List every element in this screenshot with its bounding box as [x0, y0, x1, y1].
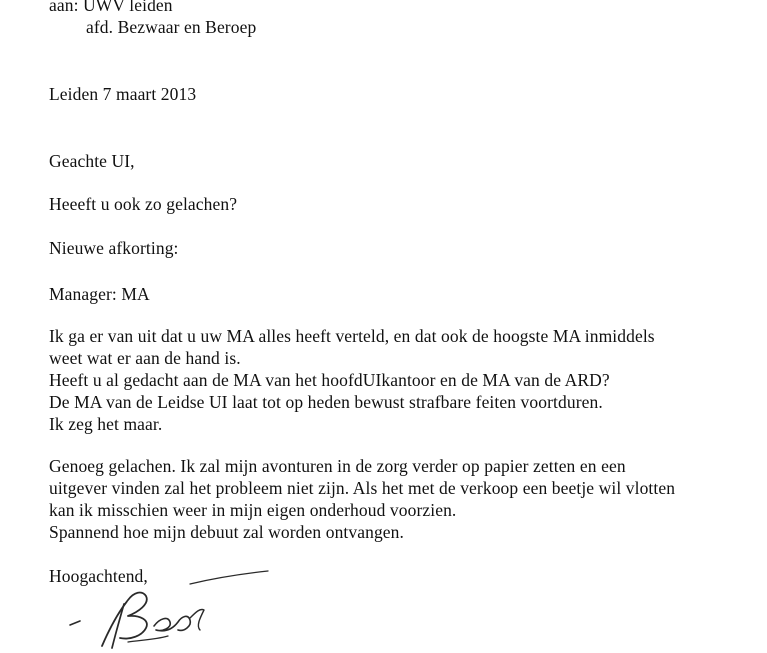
new-abbreviation-line: Nieuwe afkorting: [49, 238, 179, 258]
paragraph-1-line: De MA van de Leidse UI laat tot op heden bewust strafbare feiten voortduren. [49, 392, 603, 412]
paragraph-2-line: Genoeg gelachen. Ik zal mijn avonturen in de zorg verder op papier zetten en een [49, 456, 626, 476]
question-line: Heeeft u ook zo gelachen? [49, 194, 238, 214]
place-date: Leiden 7 maart 2013 [49, 84, 197, 104]
paragraph-2-line: kan ik misschien weer in mijn eigen onderhoud voorzien. [49, 500, 457, 520]
salutation: Geachte UI, [49, 151, 135, 171]
recipient-line: aan: UWV leiden [49, 0, 173, 15]
paragraph-1-line: Ik ga er van uit dat u uw MA alles heeft verteld, en dat ook de hoogste MA inmiddels [49, 326, 655, 346]
paragraph-1-line: weet wat er aan de hand is. [49, 348, 241, 368]
handwritten-signature [50, 560, 290, 653]
department-line: afd. Bezwaar en Beroep [86, 17, 257, 37]
paragraph-2-line: Spannend hoe mijn debuut zal worden ontvangen. [49, 522, 405, 542]
paragraph-1-line: Heeft u al gedacht aan de MA van het hoofdUIkantoor en de MA van de ARD? [49, 370, 610, 390]
paragraph-2-line: uitgever vinden zal het probleem niet zijn. Als het met de verkoop een beetje wil vlotten [49, 478, 676, 498]
closing: Hoogachtend, [49, 566, 148, 586]
paragraph-1-line: Ik zeg het maar. [49, 414, 163, 434]
manager-line: Manager: MA [49, 284, 150, 304]
